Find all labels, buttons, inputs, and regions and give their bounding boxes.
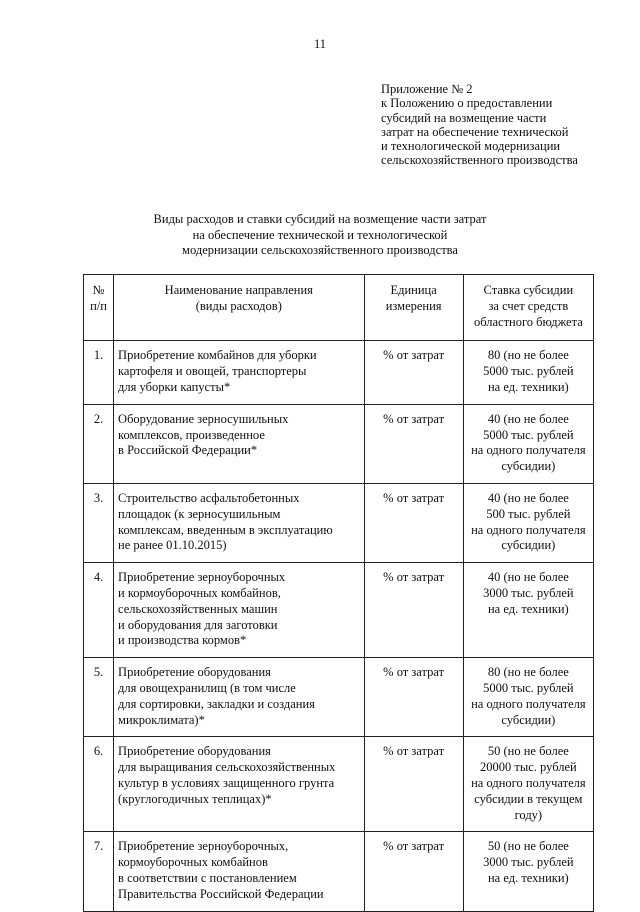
- row-subsidy-rate: 50 (но не более 3000 тыс. рублей на ед. техники): [463, 832, 593, 911]
- subsidy-table: [83, 274, 594, 912]
- appendix-line: Приложение № 2: [381, 82, 473, 96]
- appendix-line: к Положению о предоставлении: [381, 96, 553, 111]
- document-title: [110, 212, 530, 259]
- row-expense-type: Оборудование зерносушильных комплексов, произведенное в Российской Федерации*: [114, 404, 364, 483]
- header-subsidy-rate: Ставка субсидии за счет средств областного бюджета: [463, 275, 593, 341]
- header-number: № п/п: [84, 275, 114, 341]
- row-unit: % от затрат: [364, 832, 463, 911]
- appendix-line: затрат на обеспечение технической: [381, 124, 569, 139]
- table-row: [84, 658, 594, 737]
- row-unit: % от затрат: [364, 483, 463, 562]
- row-expense-type: Приобретение оборудования для овощехранилищ (в том числе для сортировки, закладки и создания микроклимата)*: [114, 658, 364, 737]
- row-number: 3.: [84, 483, 114, 562]
- table-header-row: [84, 275, 594, 341]
- row-number: 1.: [84, 341, 114, 404]
- table-row: [84, 404, 594, 483]
- row-number: 6.: [84, 737, 114, 832]
- row-unit: % от затрат: [364, 404, 463, 483]
- header-unit: Единица измерения: [364, 275, 463, 341]
- appendix-line: и технологической модернизации: [381, 139, 561, 154]
- row-subsidy-rate: 50 (но не более 20000 тыс. рублей на одного получателя субсидии в текущем году): [463, 737, 593, 832]
- appendix-line: субсидий на возмещение части: [381, 110, 547, 125]
- table-row: [84, 483, 594, 562]
- row-subsidy-rate: 40 (но не более 5000 тыс. рублей на одного получателя субсидии): [463, 404, 593, 483]
- table-row: [84, 832, 594, 911]
- page-number: 11: [313, 37, 327, 51]
- row-unit: % от затрат: [364, 563, 463, 658]
- header-expense-type: Наименование направления (виды расходов): [114, 275, 364, 341]
- row-number: 4.: [84, 563, 114, 658]
- row-unit: % от затрат: [364, 341, 463, 404]
- table-row: [84, 341, 594, 404]
- title-line: Виды расходов и ставки субсидий на возмещение части затрат: [153, 212, 487, 226]
- row-expense-type: Строительство асфальтобетонных площадок (к зерносушильным комплексам, введенным в эксплуатацию не ранее 01.10.2015): [114, 483, 364, 562]
- row-number: 5.: [84, 658, 114, 737]
- row-subsidy-rate: 40 (но не более 3000 тыс. рублей на ед. техники): [463, 563, 593, 658]
- row-expense-type: Приобретение комбайнов для уборки картофеля и овощей, транспортеры для уборки капусты*: [114, 341, 364, 404]
- row-subsidy-rate: 80 (но не более 5000 тыс. рублей на ед. техники): [463, 341, 593, 404]
- title-line: на обеспечение технической и технологической: [192, 227, 448, 242]
- row-unit: % от затрат: [364, 737, 463, 832]
- row-number: 7.: [84, 832, 114, 911]
- row-expense-type: Приобретение зерноуборочных, кормоуборочных комбайнов в соответствии с постановлением Правительства Российской Федерации: [114, 832, 364, 911]
- row-expense-type: Приобретение зерноуборочных и кормоуборочных комбайнов, сельскохозяйственных машин и оборудования для заготовки и производства кормов*: [114, 563, 364, 658]
- table-row: [84, 737, 594, 832]
- appendix-note: [381, 82, 631, 168]
- row-subsidy-rate: 80 (но не более 5000 тыс. рублей на одного получателя субсидии): [463, 658, 593, 737]
- row-subsidy-rate: 40 (но не более 500 тыс. рублей на одного получателя субсидии): [463, 483, 593, 562]
- table-row: [84, 563, 594, 658]
- title-line: модернизации сельскохозяйственного производства: [182, 243, 458, 257]
- row-expense-type: Приобретение оборудования для выращивания сельскохозяйственных культур в условиях защищенного грунта (круглогодичных теплицах)*: [114, 737, 364, 832]
- row-number: 2.: [84, 404, 114, 483]
- appendix-line: сельскохозяйственного производства: [381, 153, 578, 168]
- row-unit: % от затрат: [364, 658, 463, 737]
